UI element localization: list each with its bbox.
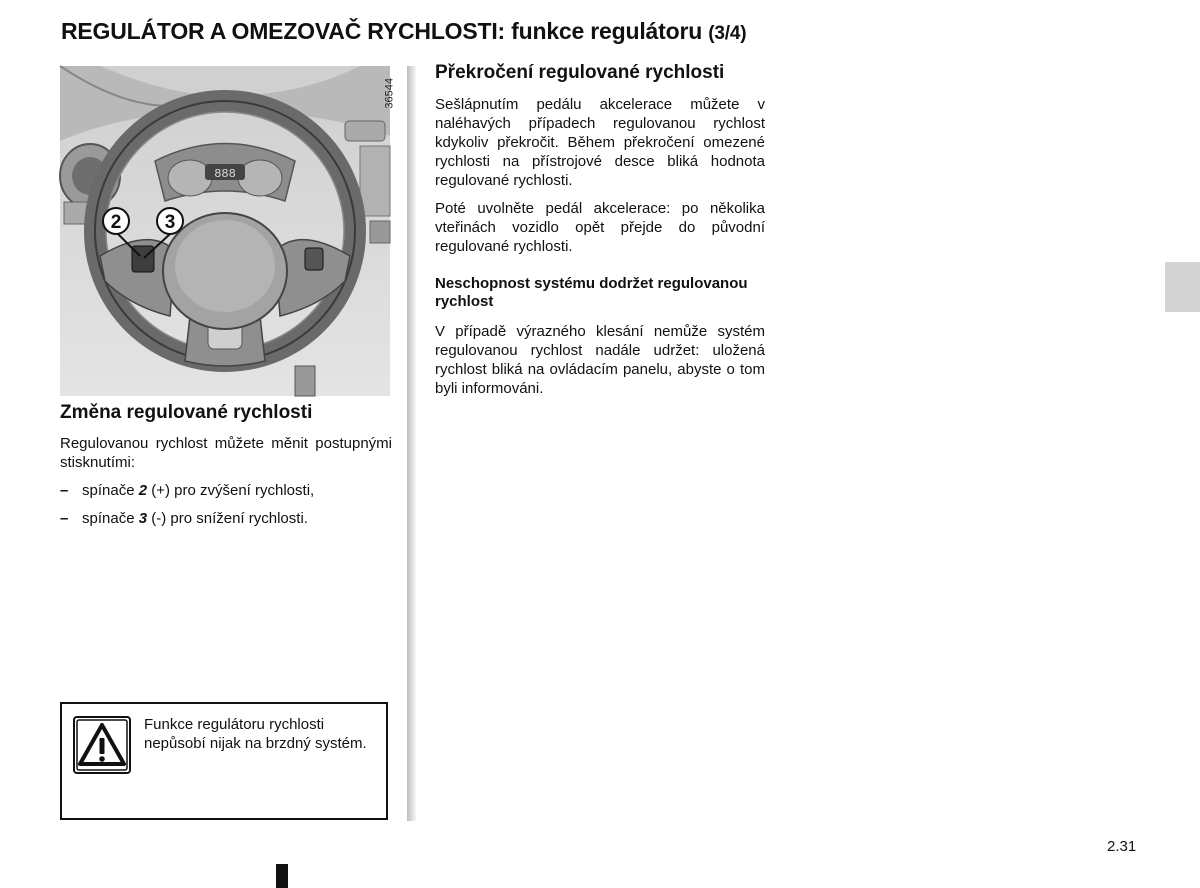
right-paragraph-3: V případě výrazného klesání nemůže systém regulovanou rychlost nadále udržet: uložená rychlost bliká na ovládacím panelu, abyste o tom byli informováni. bbox=[435, 323, 765, 397]
list-item bbox=[60, 481, 390, 500]
page-number: 2.31 bbox=[1107, 838, 1137, 855]
page-part: (3/4) bbox=[708, 23, 747, 44]
right-paragraph-2: Poté uvolněte pedál akcelerace: po několika vteřinách vozidlo opět přejde do původní regulované rychlosti. bbox=[435, 200, 765, 255]
dashboard-display-text: 888 bbox=[214, 167, 236, 181]
chapter-tab bbox=[1165, 262, 1200, 312]
right-paragraph-1: Sešlápnutím pedálu akcelerace můžete v naléhavých případech regulovanou rychlost kdykoliv překročit. Během překročení omezené rychlosti na přístrojové desce bliká hodnota regulované rychlosti. bbox=[435, 96, 765, 189]
steering-wheel-illustration bbox=[60, 66, 396, 396]
bullet-ref: 3 bbox=[138, 510, 148, 527]
callout-2: 2 bbox=[110, 212, 122, 233]
page-title bbox=[61, 18, 746, 45]
left-section-heading: Změna regulované rychlosti bbox=[60, 402, 313, 423]
warning-text: Funkce regulátoru rychlosti nepůsobí nijak na brzdný systém. bbox=[144, 716, 367, 752]
page-title-text: REGULÁTOR A OMEZOVAČ RYCHLOSTI: funkce regulátoru bbox=[61, 18, 703, 44]
bullet-ref: 2 bbox=[138, 482, 148, 499]
bullet-dash: – bbox=[60, 482, 69, 499]
bullet-suffix: (-) pro snížení rychlosti. bbox=[147, 510, 308, 527]
list-item bbox=[60, 509, 390, 528]
right-subheading: Neschopnost systému dodržet regulovanou rychlost bbox=[435, 275, 748, 310]
figure-number: 36544 bbox=[384, 78, 396, 109]
left-intro-paragraph: Regulovanou rychlost můžete měnit postupnými stisknutími: bbox=[60, 435, 392, 471]
right-section-heading: Překročení regulované rychlosti bbox=[435, 62, 725, 83]
crop-mark bbox=[276, 864, 288, 888]
bullet-prefix: spínače bbox=[82, 510, 139, 527]
warning-box bbox=[60, 702, 388, 820]
warning-triangle-icon bbox=[73, 716, 131, 774]
bullet-prefix: spínače bbox=[82, 482, 139, 499]
bullet-suffix: (+) pro zvýšení rychlosti, bbox=[147, 482, 315, 499]
callout-3: 3 bbox=[164, 212, 176, 233]
column-divider bbox=[407, 66, 416, 821]
steering-wheel-drawing bbox=[60, 66, 390, 396]
bullet-dash: – bbox=[60, 510, 69, 527]
